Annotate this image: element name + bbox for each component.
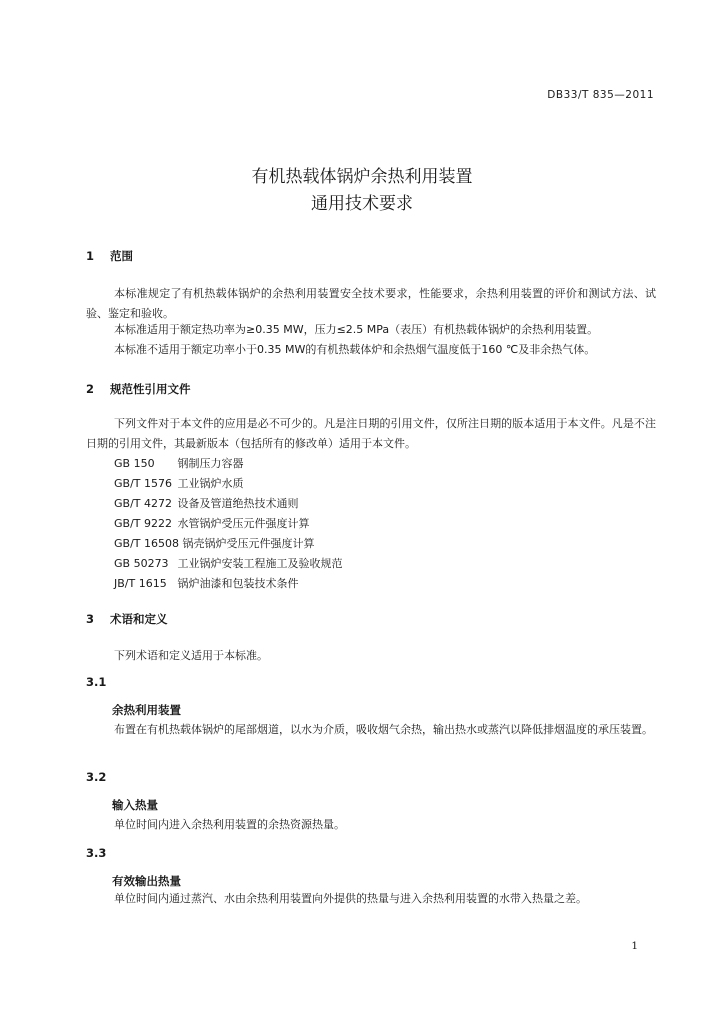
page-number: 1 [631,940,638,952]
section-3-heading [86,611,168,627]
reference-title: 锅炉油漆和包装技术条件 [177,577,299,590]
section-3-number: 3 [86,612,95,626]
reference-code: GB/T 9222 [114,517,172,530]
section-1-title: 范围 [110,249,134,263]
reference-title: 工业锅炉水质 [177,477,244,490]
term-definition: 布置在有机热载体锅炉的尾部烟道，以水为介质，吸收烟气余热，输出热水或蒸汽以降低排烟温度的承压装置。 [114,723,653,736]
term-definition: 单位时间内进入余热利用装置的余热资源热量。 [114,818,345,831]
reference-item [114,474,244,494]
reference-item [114,514,310,534]
reference-code: GB 150 [114,457,155,470]
title-line-1: 有机热载体锅炉余热利用装置 [251,167,473,187]
clause-number: 3.1 [86,675,107,689]
reference-code: GB/T 1576 [114,477,172,490]
reference-item [114,554,343,574]
reference-code: GB 50273 [114,557,169,570]
section-1-para-1: 本标准规定了有机热载体锅炉的余热利用装置安全技术要求，性能要求，余热利用装置的评价和测试方法、试验、鉴定和验收。 [86,287,656,320]
section-1-para-3: 本标准不适用于额定功率小于0.35 MW的有机热载体炉和余热烟气温度低于160 ℃及非余热气体。 [114,343,596,356]
reference-item [114,454,244,474]
section-2-number: 2 [86,382,95,396]
term-name: 有效输出热量 [112,874,181,888]
reference-title: 设备及管道绝热技术通则 [177,497,299,510]
section-1-heading [86,248,133,264]
reference-item [114,574,299,594]
reference-item [114,534,315,554]
section-1-number: 1 [86,249,95,263]
reference-item [114,494,299,514]
term-name: 输入热量 [112,798,158,812]
reference-code: GB/T 4272 [114,497,172,510]
clause-number: 3.2 [86,770,107,784]
reference-title: 工业锅炉安装工程施工及验收规范 [177,557,343,570]
section-2-heading [86,381,191,397]
clause-number: 3.3 [86,846,107,860]
reference-code: JB/T 1615 [114,577,167,590]
reference-title: 钢制压力容器 [177,457,244,470]
section-1-para-2: 本标准适用于额定热功率为≥0.35 MW，压力≤2.5 MPa（表压）有机热载体锅炉的余热利用装置。 [114,323,599,336]
section-2-title: 规范性引用文件 [110,382,191,396]
reference-title: 锅壳锅炉受压元件强度计算 [182,537,315,550]
section-2-para-1: 下列文件对于本文件的应用是必不可少的。凡是注日期的引用文件，仅所注日期的版本适用于本文件。凡是不注日期的引用文件，其最新版本（包括所有的修改单）适用于本文件。 [86,417,656,450]
section-3-para-1: 下列术语和定义适用于本标准。 [114,649,268,662]
reference-code: GB/T 16508 [114,537,179,550]
term-name: 余热利用装置 [112,703,181,717]
reference-title: 水管锅炉受压元件强度计算 [177,517,310,530]
title-line-2: 通用技术要求 [311,194,413,214]
standard-code: DB33/T 835—2011 [547,89,654,101]
term-definition: 单位时间内通过蒸汽、水由余热利用装置向外提供的热量与进入余热利用装置的水带入热量之差。 [114,892,587,905]
section-3-title: 术语和定义 [110,612,168,626]
